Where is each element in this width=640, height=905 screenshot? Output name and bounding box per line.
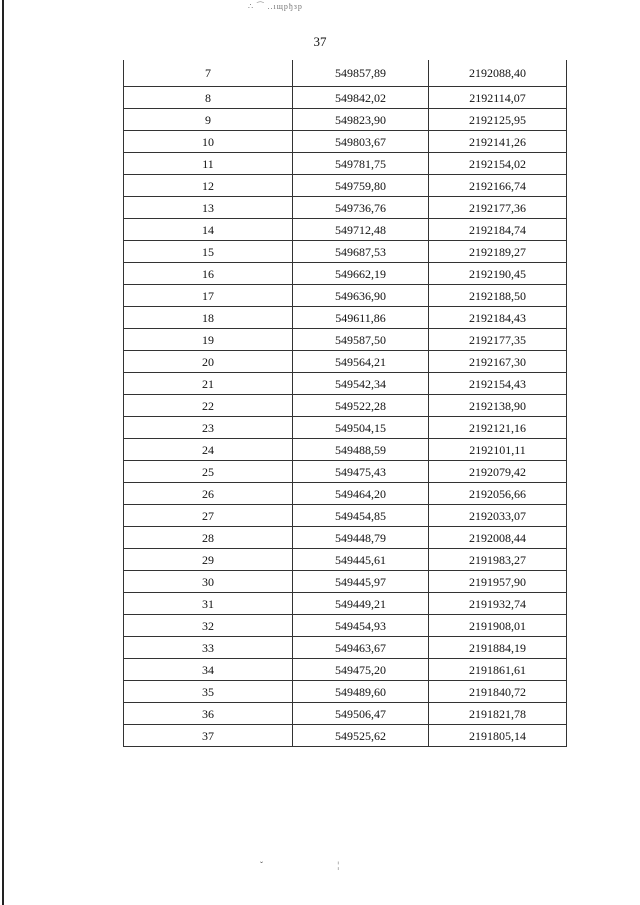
x-coordinate-cell: 549842,02	[293, 87, 429, 109]
coordinates-table	[123, 60, 567, 747]
point-number-cell: 15	[124, 241, 293, 263]
x-coordinate-cell: 549611,86	[293, 307, 429, 329]
x-coordinate-cell: 549463,67	[293, 637, 429, 659]
y-coordinate-cell: 2191908,01	[429, 615, 567, 637]
point-number-cell: 16	[124, 263, 293, 285]
x-coordinate-cell: 549803,67	[293, 131, 429, 153]
footer-mark-left: ˇ	[260, 860, 263, 870]
y-coordinate-cell: 2191884,19	[429, 637, 567, 659]
point-number-cell: 14	[124, 219, 293, 241]
table-row	[124, 87, 567, 109]
point-number-cell: 24	[124, 439, 293, 461]
y-coordinate-cell: 2192008,44	[429, 527, 567, 549]
left-margin-rule	[2, 0, 4, 905]
table-row	[124, 703, 567, 725]
x-coordinate-cell: 549781,75	[293, 153, 429, 175]
x-coordinate-cell: 549759,80	[293, 175, 429, 197]
table-row	[124, 549, 567, 571]
page-number: 37	[313, 34, 327, 49]
table-row	[124, 681, 567, 703]
point-number-cell: 12	[124, 175, 293, 197]
coordinates-table-body	[124, 60, 567, 747]
y-coordinate-cell: 2191821,78	[429, 703, 567, 725]
point-number-cell: 33	[124, 637, 293, 659]
footer-mark-right: ¦	[337, 860, 340, 870]
point-number-cell: 17	[124, 285, 293, 307]
point-number-cell: 23	[124, 417, 293, 439]
point-number-cell: 37	[124, 725, 293, 747]
x-coordinate-cell: 549564,21	[293, 351, 429, 373]
table-row	[124, 725, 567, 747]
y-coordinate-cell: 2192154,43	[429, 373, 567, 395]
table-row	[124, 197, 567, 219]
y-coordinate-cell: 2191861,61	[429, 659, 567, 681]
table-row	[124, 219, 567, 241]
y-coordinate-cell: 2192184,74	[429, 219, 567, 241]
table-row	[124, 505, 567, 527]
y-coordinate-cell: 2192125,95	[429, 109, 567, 131]
point-number-cell: 18	[124, 307, 293, 329]
x-coordinate-cell: 549445,61	[293, 549, 429, 571]
point-number-cell: 13	[124, 197, 293, 219]
y-coordinate-cell: 2192079,42	[429, 461, 567, 483]
point-number-cell: 9	[124, 109, 293, 131]
point-number-cell: 35	[124, 681, 293, 703]
x-coordinate-cell: 549449,21	[293, 593, 429, 615]
x-coordinate-cell: 549525,62	[293, 725, 429, 747]
point-number-cell: 20	[124, 351, 293, 373]
table-row	[124, 109, 567, 131]
x-coordinate-cell: 549454,85	[293, 505, 429, 527]
table-row	[124, 307, 567, 329]
table-row	[124, 571, 567, 593]
y-coordinate-cell: 2192088,40	[429, 60, 567, 87]
point-number-cell: 10	[124, 131, 293, 153]
table-row	[124, 483, 567, 505]
x-coordinate-cell: 549712,48	[293, 219, 429, 241]
point-number-cell: 30	[124, 571, 293, 593]
x-coordinate-cell: 549475,20	[293, 659, 429, 681]
table-row	[124, 60, 567, 87]
x-coordinate-cell: 549475,43	[293, 461, 429, 483]
x-coordinate-cell: 549506,47	[293, 703, 429, 725]
y-coordinate-cell: 2192167,30	[429, 351, 567, 373]
table-row	[124, 615, 567, 637]
x-coordinate-cell: 549454,93	[293, 615, 429, 637]
y-coordinate-cell: 2192138,90	[429, 395, 567, 417]
table-row	[124, 637, 567, 659]
x-coordinate-cell: 549662,19	[293, 263, 429, 285]
y-coordinate-cell: 2192056,66	[429, 483, 567, 505]
x-coordinate-cell: 549542,34	[293, 373, 429, 395]
point-number-cell: 7	[124, 60, 293, 87]
y-coordinate-cell: 2192177,35	[429, 329, 567, 351]
y-coordinate-cell: 2191932,74	[429, 593, 567, 615]
x-coordinate-cell: 549857,89	[293, 60, 429, 87]
table-row	[124, 241, 567, 263]
y-coordinate-cell: 2192166,74	[429, 175, 567, 197]
x-coordinate-cell: 549687,53	[293, 241, 429, 263]
header-scan-marks: ∴ ⁀ ..ıщрђзр	[248, 2, 303, 11]
y-coordinate-cell: 2192188,50	[429, 285, 567, 307]
x-coordinate-cell: 549587,50	[293, 329, 429, 351]
point-number-cell: 25	[124, 461, 293, 483]
point-number-cell: 19	[124, 329, 293, 351]
table-row	[124, 351, 567, 373]
point-number-cell: 21	[124, 373, 293, 395]
y-coordinate-cell: 2192101,11	[429, 439, 567, 461]
y-coordinate-cell: 2192189,27	[429, 241, 567, 263]
table-row	[124, 395, 567, 417]
point-number-cell: 11	[124, 153, 293, 175]
table-row	[124, 659, 567, 681]
table-row	[124, 461, 567, 483]
point-number-cell: 22	[124, 395, 293, 417]
y-coordinate-cell: 2191840,72	[429, 681, 567, 703]
table-row	[124, 417, 567, 439]
y-coordinate-cell: 2191983,27	[429, 549, 567, 571]
point-number-cell: 31	[124, 593, 293, 615]
table-row	[124, 593, 567, 615]
y-coordinate-cell: 2192190,45	[429, 263, 567, 285]
table-row	[124, 373, 567, 395]
x-coordinate-cell: 549489,60	[293, 681, 429, 703]
x-coordinate-cell: 549823,90	[293, 109, 429, 131]
table-row	[124, 263, 567, 285]
table-row	[124, 285, 567, 307]
x-coordinate-cell: 549736,76	[293, 197, 429, 219]
y-coordinate-cell: 2192154,02	[429, 153, 567, 175]
point-number-cell: 34	[124, 659, 293, 681]
x-coordinate-cell: 549522,28	[293, 395, 429, 417]
y-coordinate-cell: 2192177,36	[429, 197, 567, 219]
x-coordinate-cell: 549464,20	[293, 483, 429, 505]
y-coordinate-cell: 2192184,43	[429, 307, 567, 329]
table-row	[124, 153, 567, 175]
table-row	[124, 131, 567, 153]
point-number-cell: 8	[124, 87, 293, 109]
x-coordinate-cell: 549636,90	[293, 285, 429, 307]
y-coordinate-cell: 2192114,07	[429, 87, 567, 109]
x-coordinate-cell: 549488,59	[293, 439, 429, 461]
y-coordinate-cell: 2192121,16	[429, 417, 567, 439]
table-row	[124, 175, 567, 197]
table-row	[124, 439, 567, 461]
table-row	[124, 329, 567, 351]
point-number-cell: 32	[124, 615, 293, 637]
point-number-cell: 29	[124, 549, 293, 571]
y-coordinate-cell: 2192141,26	[429, 131, 567, 153]
point-number-cell: 27	[124, 505, 293, 527]
point-number-cell: 36	[124, 703, 293, 725]
point-number-cell: 28	[124, 527, 293, 549]
x-coordinate-cell: 549445,97	[293, 571, 429, 593]
y-coordinate-cell: 2192033,07	[429, 505, 567, 527]
x-coordinate-cell: 549504,15	[293, 417, 429, 439]
y-coordinate-cell: 2191805,14	[429, 725, 567, 747]
point-number-cell: 26	[124, 483, 293, 505]
table-row	[124, 527, 567, 549]
footer-scan-marks	[260, 860, 380, 870]
x-coordinate-cell: 549448,79	[293, 527, 429, 549]
y-coordinate-cell: 2191957,90	[429, 571, 567, 593]
